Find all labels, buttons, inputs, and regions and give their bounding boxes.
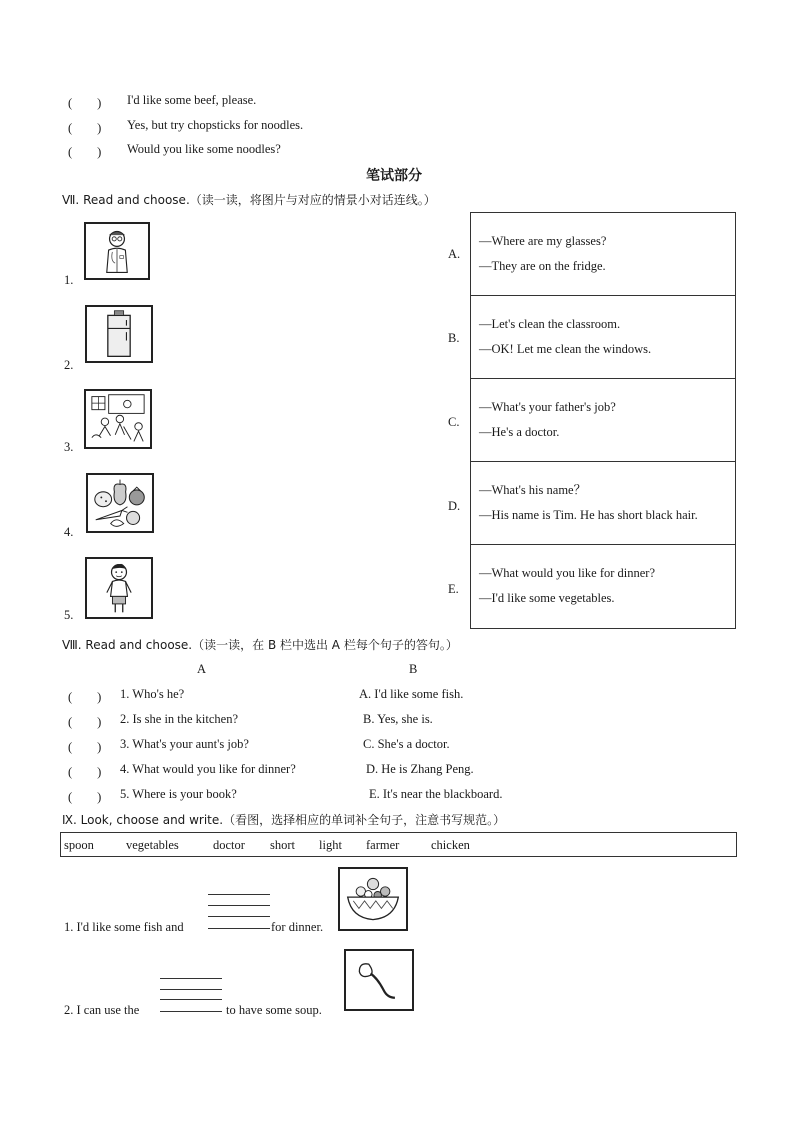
section7-title: Ⅶ. Read and choose.（读一读，将图片与对应的情景小对话连线。）: [62, 193, 436, 207]
question-a: 5. Where is your book?: [120, 787, 237, 801]
answer-paren[interactable]: ( ): [68, 121, 102, 135]
dialog-line: —His name is Tim. He has short black hair.: [479, 508, 698, 522]
picture-number: 5.: [64, 608, 74, 622]
oral-item-text: Would you like some noodles?: [127, 142, 281, 156]
section8-title: Ⅷ. Read and choose.（读一读，在 B 栏中选出 A 栏每个句子的答句。）: [62, 638, 458, 652]
dialog-line: —What would you like for dinner?: [479, 566, 655, 580]
question-a: 1. Who's he?: [120, 687, 185, 701]
picture-number: 1.: [64, 273, 74, 287]
answer-b: D. He is Zhang Peng.: [366, 762, 474, 776]
word-bank-item: light: [319, 838, 342, 852]
answer-paren[interactable]: ( ): [68, 740, 102, 754]
option-letter: A.: [448, 247, 461, 261]
question-a: 2. Is she in the kitchen?: [120, 712, 239, 726]
dialog-cell[interactable]: [471, 213, 735, 296]
option-letter: E.: [448, 582, 459, 596]
sentence-after-blank: for dinner.: [271, 920, 324, 934]
option-letter: D.: [448, 499, 461, 513]
word-bank-item: vegetables: [126, 838, 179, 852]
section9-title: Ⅸ. Look, choose and write.（看图，选择相应的单词补全句子，注意书写规范。）: [62, 813, 506, 827]
dialog-cell[interactable]: [471, 379, 735, 462]
oral-item-text: I'd like some beef, please.: [127, 93, 257, 107]
word-bank-item: doctor: [213, 838, 245, 852]
written-section-heading: 笔试部分: [366, 168, 422, 184]
dialog-line: —OK! Let me clean the windows.: [479, 342, 652, 356]
spoon-icon[interactable]: [344, 949, 414, 1011]
dialog-cell[interactable]: [471, 545, 735, 628]
column-a-header: A: [197, 662, 207, 676]
answer-paren[interactable]: ( ): [68, 690, 102, 704]
word-bank: [60, 832, 737, 857]
classroom-cleaning-icon[interactable]: [84, 389, 152, 449]
dialog-options-table: [470, 212, 736, 629]
word-bank-item: chicken: [431, 838, 470, 852]
dialog-cell[interactable]: [471, 296, 735, 379]
word-bank-item: spoon: [64, 838, 94, 852]
boy-icon[interactable]: [85, 557, 153, 619]
dialog-line: —I'd like some vegetables.: [479, 591, 615, 605]
answer-paren[interactable]: ( ): [68, 715, 102, 729]
vegetables-icon[interactable]: [86, 473, 154, 533]
sentence-before-blank: 2. I can use the: [64, 1003, 140, 1017]
word-bank-item: farmer: [366, 838, 400, 852]
dialog-cell[interactable]: [471, 462, 735, 545]
answer-paren[interactable]: ( ): [68, 765, 102, 779]
option-letter: B.: [448, 331, 460, 345]
oral-item-text: Yes, but try chopsticks for noodles.: [127, 118, 304, 132]
salad-bowl-icon[interactable]: [338, 867, 408, 931]
answer-paren[interactable]: ( ): [68, 145, 102, 159]
answer-paren[interactable]: ( ): [68, 790, 102, 804]
column-b-header: B: [409, 662, 418, 676]
dialog-line: —He's a doctor.: [479, 425, 560, 439]
dialog-line: —What's his name？: [479, 483, 587, 497]
picture-number: 3.: [64, 440, 74, 454]
answer-b: A. I'd like some fish.: [359, 687, 464, 701]
question-a: 4. What would you like for dinner?: [120, 762, 296, 776]
picture-number: 4.: [64, 525, 74, 539]
answer-b: B. Yes, she is.: [363, 712, 433, 726]
sentence-after-blank: to have some soup.: [226, 1003, 322, 1017]
doctor-icon[interactable]: [84, 222, 150, 280]
question-a: 3. What's your aunt's job?: [120, 737, 249, 751]
dialog-line: —Where are my glasses?: [479, 234, 607, 248]
dialog-line: —What's your father's job?: [479, 400, 616, 414]
fridge-icon[interactable]: [85, 305, 153, 363]
picture-number: 2.: [64, 358, 74, 372]
sentence-before-blank: 1. I'd like some fish and: [64, 920, 184, 934]
answer-b: C. She's a doctor.: [363, 737, 450, 751]
answer-paren[interactable]: ( ): [68, 96, 102, 110]
word-bank-item: short: [270, 838, 295, 852]
option-letter: C.: [448, 415, 460, 429]
dialog-line: —They are on the fridge.: [479, 259, 606, 273]
dialog-line: —Let's clean the classroom.: [479, 317, 621, 331]
answer-b: E. It's near the blackboard.: [369, 787, 503, 801]
